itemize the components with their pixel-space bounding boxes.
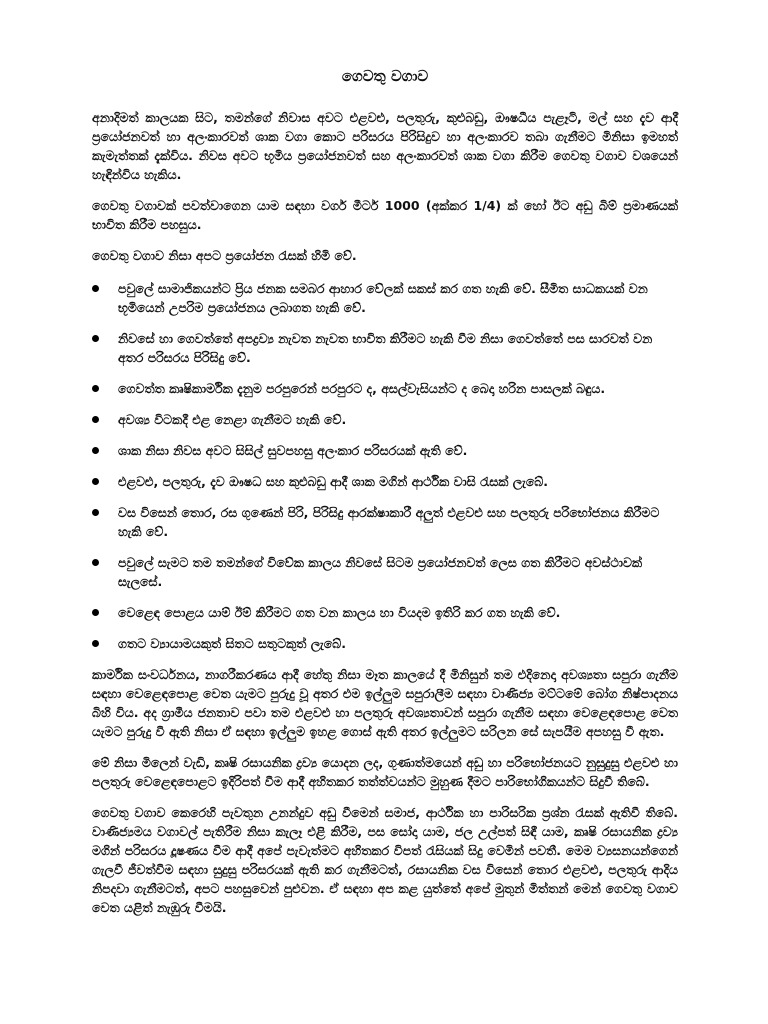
document-title: ගෙවතු වගාව	[341, 67, 429, 85]
bullet-icon	[92, 447, 99, 454]
bullet-icon	[92, 478, 99, 485]
closing-paragraph-industrial: කාර්මික සංවර්ධනය, නාගරීකරණය ආදී හේතු නිසා මෑත කාලයේ දී මිනිසුන් තම එදිනෙදා අවශ්‍යතා සපුරා ගැනීම සඳහා වෙළෙඳපොළ වෙත යැමට පුරුදු වූ අතර එම ඉල්ලුම සපුරාලීම සඳහා වාණිජ්‍ය මට්ටමේ බෝග නිෂ්පාදනය බිහි විය. අද ග්‍රාමීය ජනතාව පවා තම එළවළු හා පලතුරු අවශ්‍යතාවන් සපුරා ගැනීම සඳහා වෙළෙඳපොළ වෙත යැමට පුරුදු වී ඇති නිසා ඒ සඳහා ඉල්ලුම ඉහළ ගොස් ඇති අතර ඉල්ලුමට සරිලන සේ සැපයීම අපහසු වී ඇත.	[92, 667, 678, 739]
list-item-text: ගෙවත්ත කෘෂිකාර්මික දැනුම පරපුරෙන් පරපුරට ද, අසල්වැසියන්ට ද බෙදා හරින පාසලක් බඳුය.	[118, 381, 606, 396]
list-item	[92, 410, 678, 429]
bullet-icon	[92, 640, 99, 647]
benefits-list	[92, 279, 678, 653]
bullet-icon	[92, 609, 99, 616]
list-item-text: එළවළු, පලතුරු, දැව ඖෂධ සහ කුළුබඩු ආදී ශාක මගින් ආර්ථික වාසි රැසක් ලැබේ.	[118, 474, 549, 489]
list-item-text: අවශ්‍ය විටකදී එළ නෙළා ගැනීමට හැකි වේ.	[118, 412, 347, 427]
list-item-text: නිවසේ හා ගෙවත්තේ අපද්‍රව්‍ය නැවත නැවත භාවිත කිරීමට හැකි වීම නිසා ගෙවත්තේ පස සාරවත් වන අතර පරිසරය පිරිසිදු වේ.	[118, 331, 653, 365]
benefits-intro: ගෙවතු වගාව නිසා අපට ප්‍රයෝජන රැසක් හිමි වේ.	[92, 248, 357, 263]
list-item	[92, 503, 678, 541]
list-item	[92, 472, 678, 491]
bullet-icon	[92, 509, 99, 516]
list-item-text: ශාක නිසා නිවස අවට සිසිල් සුවපහසු අලංකාර පරිසරයක් ඇති වේ.	[118, 443, 468, 458]
list-item-text: පවුලේ සාමාජිකයන්ට ප්‍රිය ජනක සමබර ආහාර වේලක් සකස් කර ගත හැකි වේ. සීමිත සාධකයක් වන භූමියෙන් උපරිම ප්‍රයෝජනය ලබාගත හැකි වේ.	[118, 281, 648, 315]
list-item-text: ගතට ව්‍යායාමයකුත් සිතට සතුටකුත් ලැබේ.	[118, 636, 346, 651]
land-size-paragraph: ගෙවතු වගාවක් පවත්වාගෙන යාම සඳහා වර්ග මීටර් 1000 (අක්කර 1/4) ක් හෝ ඊට අඩු බිම් ප්‍රමාණයක් භාවිත කිරීම පහසුය.	[92, 198, 678, 232]
bullet-icon	[92, 559, 99, 566]
list-item	[92, 379, 678, 398]
bullet-icon	[92, 335, 99, 342]
list-item	[92, 329, 678, 367]
list-item-text: වෙළෙඳ පොළය යාම් ඊම් කිරීමට ගත වන කාලය හා වියදම ඉතිරි කර ගත හැකි වේ.	[118, 605, 561, 620]
list-item-text: වස විසෙන් තොර, රස ගුණෙන් පිරි, පිරිසිදු ආරක්ෂාකාරී අලුත් එළවළු සහ පලතුරු පරිභෝජනය කිරීමට හැකි වේ.	[118, 505, 660, 539]
list-item-text: පවුලේ සැමට තම තමන්ගේ විවේක කාලය නිවසේ සිටම ප්‍රයෝජනවත් ලෙස ගත කිරීමට අවස්ථාවක් සැලසේ.	[118, 555, 643, 589]
list-item	[92, 441, 678, 460]
intro-paragraph: අනාදිමත් කාලයක සිට, තමන්ගේ නිවාස අවට එළවළු, පලතුරු, කුළුබඩු, ඖෂධීය පැළෑටි, මල් සහ දැව ආදී ප්‍රයෝජනවත් හා අලංකාරවත් ශාක වගා කොට පරිසරය පිරිසිදුව හා අලංකාරව තබා ගැනීමට මිනිසා ඉමහත් කැමැත්තක් දැක්විය. නිවස අවට භූමිය ප්‍රයෝජනවත් සහ අලංකාරවත් ශාක වගා කිරීම ගෙවතු වගාව වශයෙන් හැඳින්විය හැකිය.	[92, 110, 678, 182]
closing-paragraph-problems: ගෙවතු වගාව කෙරෙහි පැවතුන උනන්දුව අඩු වීමෙන් සමාජ, ආර්ථික හා පාරිසරික ප්‍රශ්න රැසක් ඇතිවී තිබේ. වාණිජ්‍යමය වගාවල් පැතිරීම නිසා කැලෑ එළි කිරීම, පස සෝදා යාම, ජල උල්පත් සිඳී යාම, කෘෂි රසායනික ද්‍රව්‍ය මගින් පරිසරය දූෂණය වීම ආදී අපේ පැවැත්මට අහිතකර විපත් රැසියක් සිදු වෙමින් පවතී. මෙම ව්‍යසනයන්ගෙන් ගැලවී ජීවත්වීම සඳහා සුදුසු පරිසරයක් ඇති කර ගැනීමටත්, රසායනික වස විසෙන් තොර එළවළු, පලතුරු ආදිය නිපදවා ගැනීමටත්, අපට පහසුවෙන් පුළුවන. ඒ සඳහා අප කළ යුත්තේ අපේ මුතුන් මිත්තන් මෙන් ගෙවතු වගාව වෙත යළිත් නැඹුරු වීමයි.	[92, 805, 678, 915]
list-item	[92, 634, 678, 653]
list-item	[92, 553, 678, 591]
list-item	[92, 603, 678, 622]
closing-paragraph-market: මේ නිසා මිලෙන් වැඩි, කෘෂි රසායනික ද්‍රව්‍ය යොදන ලද, ගුණාත්මයෙන් අඩු හා පරිභෝජනයට නුසුදුසු එළවළු හා පලතුරු වෙළෙඳපොළට ඉදිරිපත් වීම ආදී අහිතකර තත්ත්වයන්ට මුහුණ දීමට පාරිභෝගිකයන්ට සිදුවී තිබේ.	[92, 755, 678, 789]
list-item	[92, 279, 678, 317]
bullet-icon	[92, 416, 99, 423]
bullet-icon	[92, 285, 99, 292]
bullet-icon	[92, 385, 99, 392]
